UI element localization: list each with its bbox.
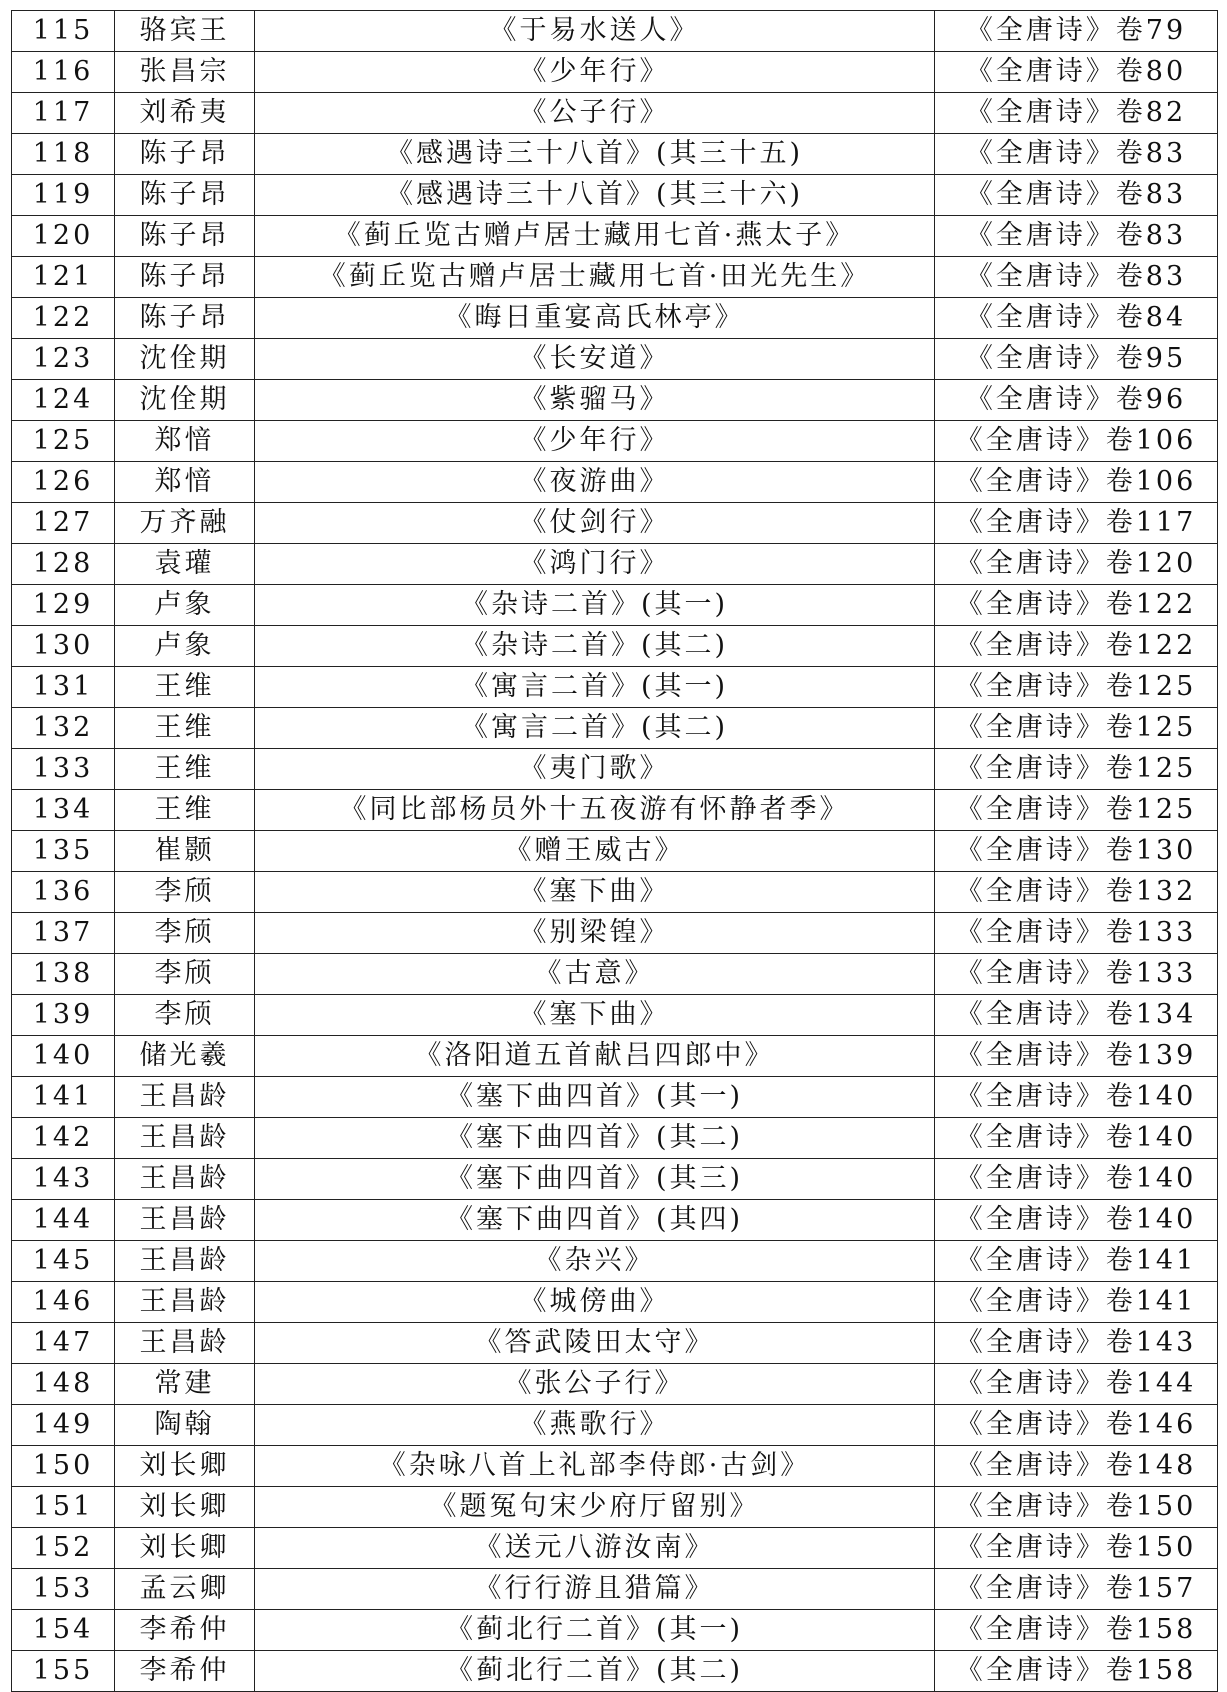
table-row	[12, 462, 1218, 503]
table-row	[12, 1651, 1218, 1692]
source-cell: 《全唐诗》卷140	[935, 1159, 1218, 1200]
source-cell: 《全唐诗》卷140	[935, 1118, 1218, 1159]
poem-title-cell: 《别梁锽》	[255, 913, 935, 954]
row-number-cell: 155	[12, 1651, 115, 1692]
table-row	[12, 339, 1218, 380]
poem-title-cell: 《城傍曲》	[255, 1282, 935, 1323]
author-cell: 李希仲	[115, 1651, 255, 1692]
row-number-cell: 135	[12, 831, 115, 872]
author-cell: 陈子昂	[115, 257, 255, 298]
source-cell: 《全唐诗》卷134	[935, 995, 1218, 1036]
table-row	[12, 626, 1218, 667]
poem-title-cell: 《感遇诗三十八首》(其三十六)	[255, 175, 935, 216]
author-cell: 储光羲	[115, 1036, 255, 1077]
source-cell: 《全唐诗》卷157	[935, 1569, 1218, 1610]
author-cell: 王维	[115, 790, 255, 831]
row-number-cell: 149	[12, 1405, 115, 1446]
author-cell: 王昌龄	[115, 1118, 255, 1159]
poem-title-cell: 《少年行》	[255, 52, 935, 93]
author-cell: 万齐融	[115, 503, 255, 544]
author-cell: 李希仲	[115, 1610, 255, 1651]
poem-title-cell: 《塞下曲四首》(其二)	[255, 1118, 935, 1159]
table-row	[12, 1528, 1218, 1569]
source-cell: 《全唐诗》卷146	[935, 1405, 1218, 1446]
author-cell: 王维	[115, 667, 255, 708]
row-number-cell: 122	[12, 298, 115, 339]
row-number-cell: 128	[12, 544, 115, 585]
author-cell: 孟云卿	[115, 1569, 255, 1610]
poem-title-cell: 《蓟丘览古赠卢居士藏用七首·燕太子》	[255, 216, 935, 257]
source-cell: 《全唐诗》卷141	[935, 1282, 1218, 1323]
row-number-cell: 120	[12, 216, 115, 257]
source-cell: 《全唐诗》卷150	[935, 1487, 1218, 1528]
row-number-cell: 150	[12, 1446, 115, 1487]
table-row	[12, 667, 1218, 708]
source-cell: 《全唐诗》卷82	[935, 93, 1218, 134]
table-row	[12, 1282, 1218, 1323]
source-cell: 《全唐诗》卷83	[935, 175, 1218, 216]
source-cell: 《全唐诗》卷144	[935, 1364, 1218, 1405]
source-cell: 《全唐诗》卷83	[935, 216, 1218, 257]
table-row	[12, 1036, 1218, 1077]
author-cell: 刘长卿	[115, 1528, 255, 1569]
poem-title-cell: 《塞下曲四首》(其四)	[255, 1200, 935, 1241]
poem-title-cell: 《夜游曲》	[255, 462, 935, 503]
source-cell: 《全唐诗》卷133	[935, 954, 1218, 995]
table-row	[12, 380, 1218, 421]
poem-title-cell: 《送元八游汝南》	[255, 1528, 935, 1569]
poem-index-table-body	[12, 11, 1218, 1692]
table-row	[12, 913, 1218, 954]
poem-title-cell: 《杂诗二首》(其一)	[255, 585, 935, 626]
author-cell: 李颀	[115, 913, 255, 954]
author-cell: 陶翰	[115, 1405, 255, 1446]
poem-title-cell: 《杂兴》	[255, 1241, 935, 1282]
author-cell: 李颀	[115, 995, 255, 1036]
source-cell: 《全唐诗》卷120	[935, 544, 1218, 585]
poem-title-cell: 《夷门歌》	[255, 749, 935, 790]
source-cell: 《全唐诗》卷158	[935, 1651, 1218, 1692]
poem-title-cell: 《于易水送人》	[255, 11, 935, 52]
row-number-cell: 140	[12, 1036, 115, 1077]
table-row	[12, 1241, 1218, 1282]
author-cell: 崔颢	[115, 831, 255, 872]
row-number-cell: 131	[12, 667, 115, 708]
poem-title-cell: 《塞下曲》	[255, 995, 935, 1036]
poem-title-cell: 《公子行》	[255, 93, 935, 134]
author-cell: 张昌宗	[115, 52, 255, 93]
poem-title-cell: 《蓟北行二首》(其一)	[255, 1610, 935, 1651]
table-row	[12, 1446, 1218, 1487]
author-cell: 沈佺期	[115, 339, 255, 380]
poem-index-table	[11, 10, 1218, 1692]
row-number-cell: 146	[12, 1282, 115, 1323]
poem-title-cell: 《感遇诗三十八首》(其三十五)	[255, 134, 935, 175]
row-number-cell: 143	[12, 1159, 115, 1200]
table-row	[12, 421, 1218, 462]
author-cell: 陈子昂	[115, 134, 255, 175]
source-cell: 《全唐诗》卷132	[935, 872, 1218, 913]
author-cell: 卢象	[115, 585, 255, 626]
source-cell: 《全唐诗》卷139	[935, 1036, 1218, 1077]
author-cell: 卢象	[115, 626, 255, 667]
row-number-cell: 123	[12, 339, 115, 380]
table-row	[12, 257, 1218, 298]
row-number-cell: 126	[12, 462, 115, 503]
poem-title-cell: 《塞下曲》	[255, 872, 935, 913]
row-number-cell: 145	[12, 1241, 115, 1282]
table-row	[12, 175, 1218, 216]
author-cell: 陈子昂	[115, 298, 255, 339]
table-row	[12, 995, 1218, 1036]
row-number-cell: 134	[12, 790, 115, 831]
source-cell: 《全唐诗》卷125	[935, 790, 1218, 831]
source-cell: 《全唐诗》卷133	[935, 913, 1218, 954]
poem-title-cell: 《塞下曲四首》(其三)	[255, 1159, 935, 1200]
author-cell: 刘希夷	[115, 93, 255, 134]
table-row	[12, 544, 1218, 585]
table-row	[12, 708, 1218, 749]
poem-title-cell: 《紫骝马》	[255, 380, 935, 421]
source-cell: 《全唐诗》卷140	[935, 1200, 1218, 1241]
row-number-cell: 117	[12, 93, 115, 134]
source-cell: 《全唐诗》卷158	[935, 1610, 1218, 1651]
table-row	[12, 749, 1218, 790]
source-cell: 《全唐诗》卷150	[935, 1528, 1218, 1569]
row-number-cell: 132	[12, 708, 115, 749]
table-row	[12, 11, 1218, 52]
table-row	[12, 1200, 1218, 1241]
source-cell: 《全唐诗》卷83	[935, 257, 1218, 298]
source-cell: 《全唐诗》卷130	[935, 831, 1218, 872]
table-row	[12, 1077, 1218, 1118]
table-row	[12, 503, 1218, 544]
author-cell: 刘长卿	[115, 1446, 255, 1487]
row-number-cell: 138	[12, 954, 115, 995]
row-number-cell: 115	[12, 11, 115, 52]
source-cell: 《全唐诗》卷79	[935, 11, 1218, 52]
table-row	[12, 134, 1218, 175]
author-cell: 李颀	[115, 872, 255, 913]
source-cell: 《全唐诗》卷148	[935, 1446, 1218, 1487]
table-row	[12, 1118, 1218, 1159]
source-cell: 《全唐诗》卷122	[935, 585, 1218, 626]
source-cell: 《全唐诗》卷95	[935, 339, 1218, 380]
row-number-cell: 139	[12, 995, 115, 1036]
table-row	[12, 1159, 1218, 1200]
author-cell: 王维	[115, 708, 255, 749]
author-cell: 王昌龄	[115, 1159, 255, 1200]
poem-title-cell: 《寓言二首》(其二)	[255, 708, 935, 749]
source-cell: 《全唐诗》卷83	[935, 134, 1218, 175]
table-row	[12, 93, 1218, 134]
poem-title-cell: 《古意》	[255, 954, 935, 995]
table-row	[12, 1610, 1218, 1651]
poem-title-cell: 《燕歌行》	[255, 1405, 935, 1446]
author-cell: 王维	[115, 749, 255, 790]
row-number-cell: 129	[12, 585, 115, 626]
poem-title-cell: 《同比部杨员外十五夜游有怀静者季》	[255, 790, 935, 831]
row-number-cell: 130	[12, 626, 115, 667]
table-row	[12, 1364, 1218, 1405]
row-number-cell: 142	[12, 1118, 115, 1159]
row-number-cell: 125	[12, 421, 115, 462]
table-row	[12, 831, 1218, 872]
table-row	[12, 1323, 1218, 1364]
poem-title-cell: 《塞下曲四首》(其一)	[255, 1077, 935, 1118]
source-cell: 《全唐诗》卷143	[935, 1323, 1218, 1364]
author-cell: 刘长卿	[115, 1487, 255, 1528]
poem-title-cell: 《仗剑行》	[255, 503, 935, 544]
row-number-cell: 153	[12, 1569, 115, 1610]
row-number-cell: 116	[12, 52, 115, 93]
row-number-cell: 148	[12, 1364, 115, 1405]
table-row	[12, 1569, 1218, 1610]
row-number-cell: 133	[12, 749, 115, 790]
row-number-cell: 127	[12, 503, 115, 544]
poem-title-cell: 《答武陵田太守》	[255, 1323, 935, 1364]
row-number-cell: 151	[12, 1487, 115, 1528]
row-number-cell: 144	[12, 1200, 115, 1241]
author-cell: 常建	[115, 1364, 255, 1405]
row-number-cell: 121	[12, 257, 115, 298]
author-cell: 王昌龄	[115, 1282, 255, 1323]
source-cell: 《全唐诗》卷80	[935, 52, 1218, 93]
row-number-cell: 124	[12, 380, 115, 421]
author-cell: 陈子昂	[115, 216, 255, 257]
source-cell: 《全唐诗》卷106	[935, 462, 1218, 503]
poem-title-cell: 《行行游且猎篇》	[255, 1569, 935, 1610]
source-cell: 《全唐诗》卷84	[935, 298, 1218, 339]
author-cell: 王昌龄	[115, 1200, 255, 1241]
author-cell: 李颀	[115, 954, 255, 995]
source-cell: 《全唐诗》卷125	[935, 708, 1218, 749]
source-cell: 《全唐诗》卷106	[935, 421, 1218, 462]
row-number-cell: 154	[12, 1610, 115, 1651]
poem-title-cell: 《晦日重宴高氏林亭》	[255, 298, 935, 339]
source-cell: 《全唐诗》卷125	[935, 749, 1218, 790]
poem-title-cell: 《长安道》	[255, 339, 935, 380]
table-row	[12, 1487, 1218, 1528]
author-cell: 骆宾王	[115, 11, 255, 52]
poem-title-cell: 《杂咏八首上礼部李侍郎·古剑》	[255, 1446, 935, 1487]
row-number-cell: 137	[12, 913, 115, 954]
row-number-cell: 141	[12, 1077, 115, 1118]
author-cell: 王昌龄	[115, 1241, 255, 1282]
row-number-cell: 147	[12, 1323, 115, 1364]
poem-title-cell: 《张公子行》	[255, 1364, 935, 1405]
row-number-cell: 119	[12, 175, 115, 216]
author-cell: 王昌龄	[115, 1323, 255, 1364]
author-cell: 陈子昂	[115, 175, 255, 216]
poem-title-cell: 《题冤句宋少府厅留别》	[255, 1487, 935, 1528]
poem-title-cell: 《鸿门行》	[255, 544, 935, 585]
table-row	[12, 872, 1218, 913]
source-cell: 《全唐诗》卷140	[935, 1077, 1218, 1118]
table-row	[12, 216, 1218, 257]
poem-title-cell: 《寓言二首》(其一)	[255, 667, 935, 708]
row-number-cell: 152	[12, 1528, 115, 1569]
poem-title-cell: 《洛阳道五首献吕四郎中》	[255, 1036, 935, 1077]
poem-title-cell: 《杂诗二首》(其二)	[255, 626, 935, 667]
author-cell: 郑愔	[115, 421, 255, 462]
source-cell: 《全唐诗》卷125	[935, 667, 1218, 708]
poem-title-cell: 《少年行》	[255, 421, 935, 462]
row-number-cell: 118	[12, 134, 115, 175]
source-cell: 《全唐诗》卷96	[935, 380, 1218, 421]
table-row	[12, 298, 1218, 339]
source-cell: 《全唐诗》卷117	[935, 503, 1218, 544]
table-row	[12, 52, 1218, 93]
poem-title-cell: 《蓟丘览古赠卢居士藏用七首·田光先生》	[255, 257, 935, 298]
table-row	[12, 1405, 1218, 1446]
author-cell: 郑愔	[115, 462, 255, 503]
author-cell: 袁瓘	[115, 544, 255, 585]
author-cell: 王昌龄	[115, 1077, 255, 1118]
table-row	[12, 954, 1218, 995]
table-row	[12, 790, 1218, 831]
source-cell: 《全唐诗》卷122	[935, 626, 1218, 667]
row-number-cell: 136	[12, 872, 115, 913]
poem-title-cell: 《蓟北行二首》(其二)	[255, 1651, 935, 1692]
poem-title-cell: 《赠王威古》	[255, 831, 935, 872]
source-cell: 《全唐诗》卷141	[935, 1241, 1218, 1282]
table-row	[12, 585, 1218, 626]
author-cell: 沈佺期	[115, 380, 255, 421]
